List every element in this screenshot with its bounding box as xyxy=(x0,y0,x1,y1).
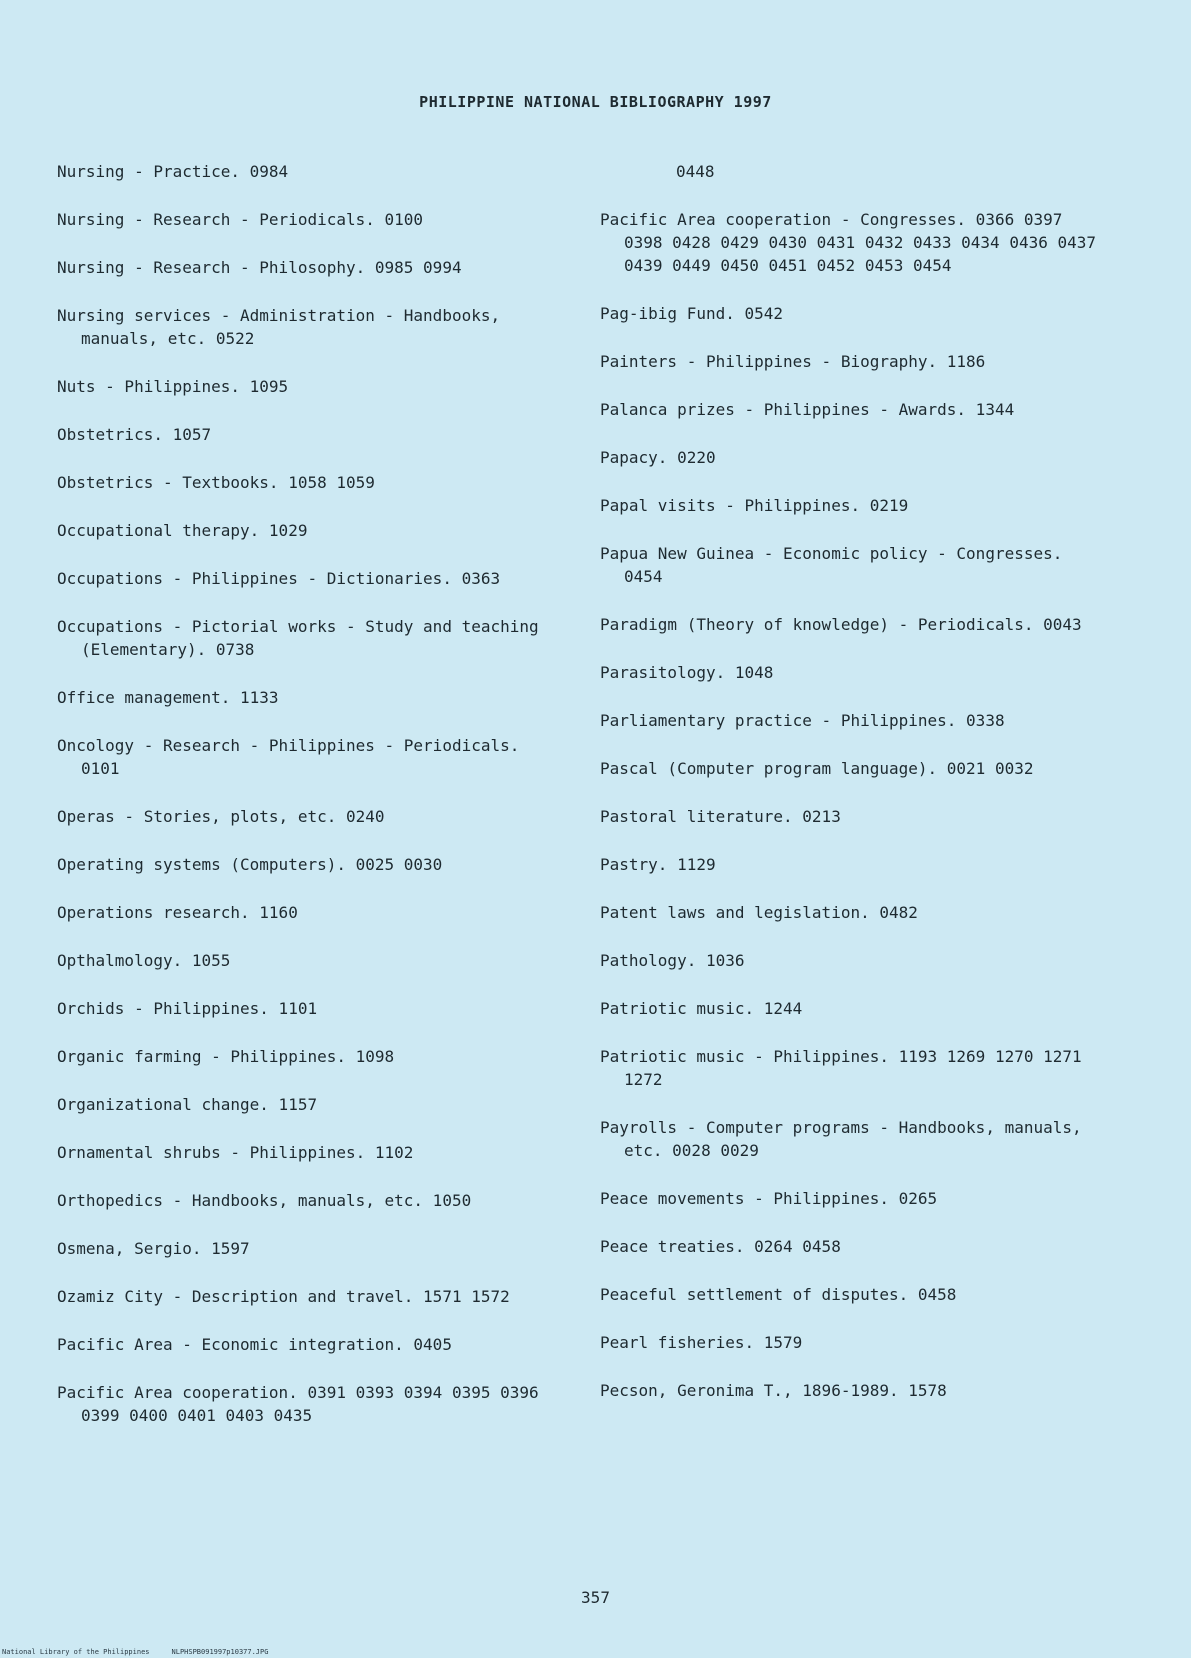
index-entry: Papua New Guinea - Economic policy - Congresses. 0454 xyxy=(600,544,1063,586)
index-entry: Obstetrics. 1057 xyxy=(57,425,212,444)
index-entry: Ozamiz City - Description and travel. 1571 1572 xyxy=(57,1287,510,1306)
index-entry: Patent laws and legislation. 0482 xyxy=(600,903,918,922)
index-entry: Peaceful settlement of disputes. 0458 xyxy=(600,1285,957,1304)
index-entry: Operating systems (Computers). 0025 0030 xyxy=(57,855,443,874)
index-entry: Pathology. 1036 xyxy=(600,951,745,970)
index-entry: Oncology - Research - Philippines - Periodicals. 0101 xyxy=(57,736,520,778)
index-entry: Papal visits - Philippines. 0219 xyxy=(600,496,909,515)
index-entry: Nursing - Research - Philosophy. 0985 0994 xyxy=(57,258,462,277)
index-entry: Obstetrics - Textbooks. 1058 1059 xyxy=(57,473,375,492)
index-entry: Peace treaties. 0264 0458 xyxy=(600,1237,841,1256)
index-entry: Pecson, Geronima T., 1896-1989. 1578 xyxy=(600,1381,947,1400)
index-entry: Office management. 1133 xyxy=(57,688,279,707)
index-entry: Painters - Philippines - Biography. 1186 xyxy=(600,352,986,371)
index-entry: Orthopedics - Handbooks, manuals, etc. 1050 xyxy=(57,1191,472,1210)
library-name: National Library of the Philippines xyxy=(2,1648,150,1656)
index-entry: Patriotic music - Philippines. 1193 1269 1270 1271 1272 xyxy=(600,1047,1082,1089)
index-entry: Paradigm (Theory of knowledge) - Periodicals. 0043 xyxy=(600,615,1082,634)
file-name: NLPHSPB091997p10377.JPG xyxy=(171,1648,269,1656)
index-entry: Operas - Stories, plots, etc. 0240 xyxy=(57,807,385,826)
left-column xyxy=(57,160,552,1452)
index-entry: Pacific Area cooperation - Congresses. 0366 0397 0398 0428 0429 0430 0431 0432 0433 0434 0436 0437 0439 0449 0450 0451 0452 0453 0454 xyxy=(600,210,1097,275)
index-entry: Nuts - Philippines. 1095 xyxy=(57,377,289,396)
index-entry: Nursing - Research - Periodicals. 0100 xyxy=(57,210,424,229)
page-number: 357 xyxy=(581,1588,610,1607)
index-entry: Patriotic music. 1244 xyxy=(600,999,803,1018)
index-entry: Papacy. 0220 xyxy=(600,448,716,467)
index-entry: Parliamentary practice - Philippines. 0338 xyxy=(600,711,1005,730)
index-entry: Pastry. 1129 xyxy=(600,855,716,874)
index-entry: Orchids - Philippines. 1101 xyxy=(57,999,318,1018)
scan-footer xyxy=(2,1648,290,1657)
index-entry: Pearl fisheries. 1579 xyxy=(600,1333,803,1352)
index-entry: Pascal (Computer program language). 0021 0032 xyxy=(600,759,1034,778)
index-entry: Nursing services - Administration - Handbooks, manuals, etc. 0522 xyxy=(57,306,501,348)
index-entry: Parasitology. 1048 xyxy=(600,663,774,682)
index-entry: Pastoral literature. 0213 xyxy=(600,807,841,826)
index-entry: Occupational therapy. 1029 xyxy=(57,521,308,540)
index-entry: Nursing - Practice. 0984 xyxy=(57,162,289,181)
index-entry: Opthalmology. 1055 xyxy=(57,951,231,970)
index-entry: Osmena, Sergio. 1597 xyxy=(57,1239,250,1258)
page-title: PHILIPPINE NATIONAL BIBLIOGRAPHY 1997 xyxy=(419,93,772,111)
index-entry: Occupations - Pictorial works - Study and teaching (Elementary). 0738 xyxy=(57,617,539,659)
index-entry: Payrolls - Computer programs - Handbooks, manuals, etc. 0028 0029 xyxy=(600,1118,1082,1160)
index-entry: Pacific Area cooperation. 0391 0393 0394 0395 0396 0399 0400 0401 0403 0435 xyxy=(57,1383,539,1425)
index-entry: Pacific Area - Economic integration. 0405 xyxy=(57,1335,452,1354)
index-entry: Ornamental shrubs - Philippines. 1102 xyxy=(57,1143,414,1162)
index-entry: Organizational change. 1157 xyxy=(57,1095,318,1114)
right-column xyxy=(600,160,1100,1427)
index-entry: Organic farming - Philippines. 1098 xyxy=(57,1047,395,1066)
index-entry: Pag-ibig Fund. 0542 xyxy=(600,304,784,323)
continued-entry: 0448 xyxy=(676,162,715,181)
index-entry: Occupations - Philippines - Dictionaries. 0363 xyxy=(57,569,501,588)
index-entry: Operations research. 1160 xyxy=(57,903,298,922)
index-entry: Palanca prizes - Philippines - Awards. 1344 xyxy=(600,400,1015,419)
index-entry: Peace movements - Philippines. 0265 xyxy=(600,1189,938,1208)
